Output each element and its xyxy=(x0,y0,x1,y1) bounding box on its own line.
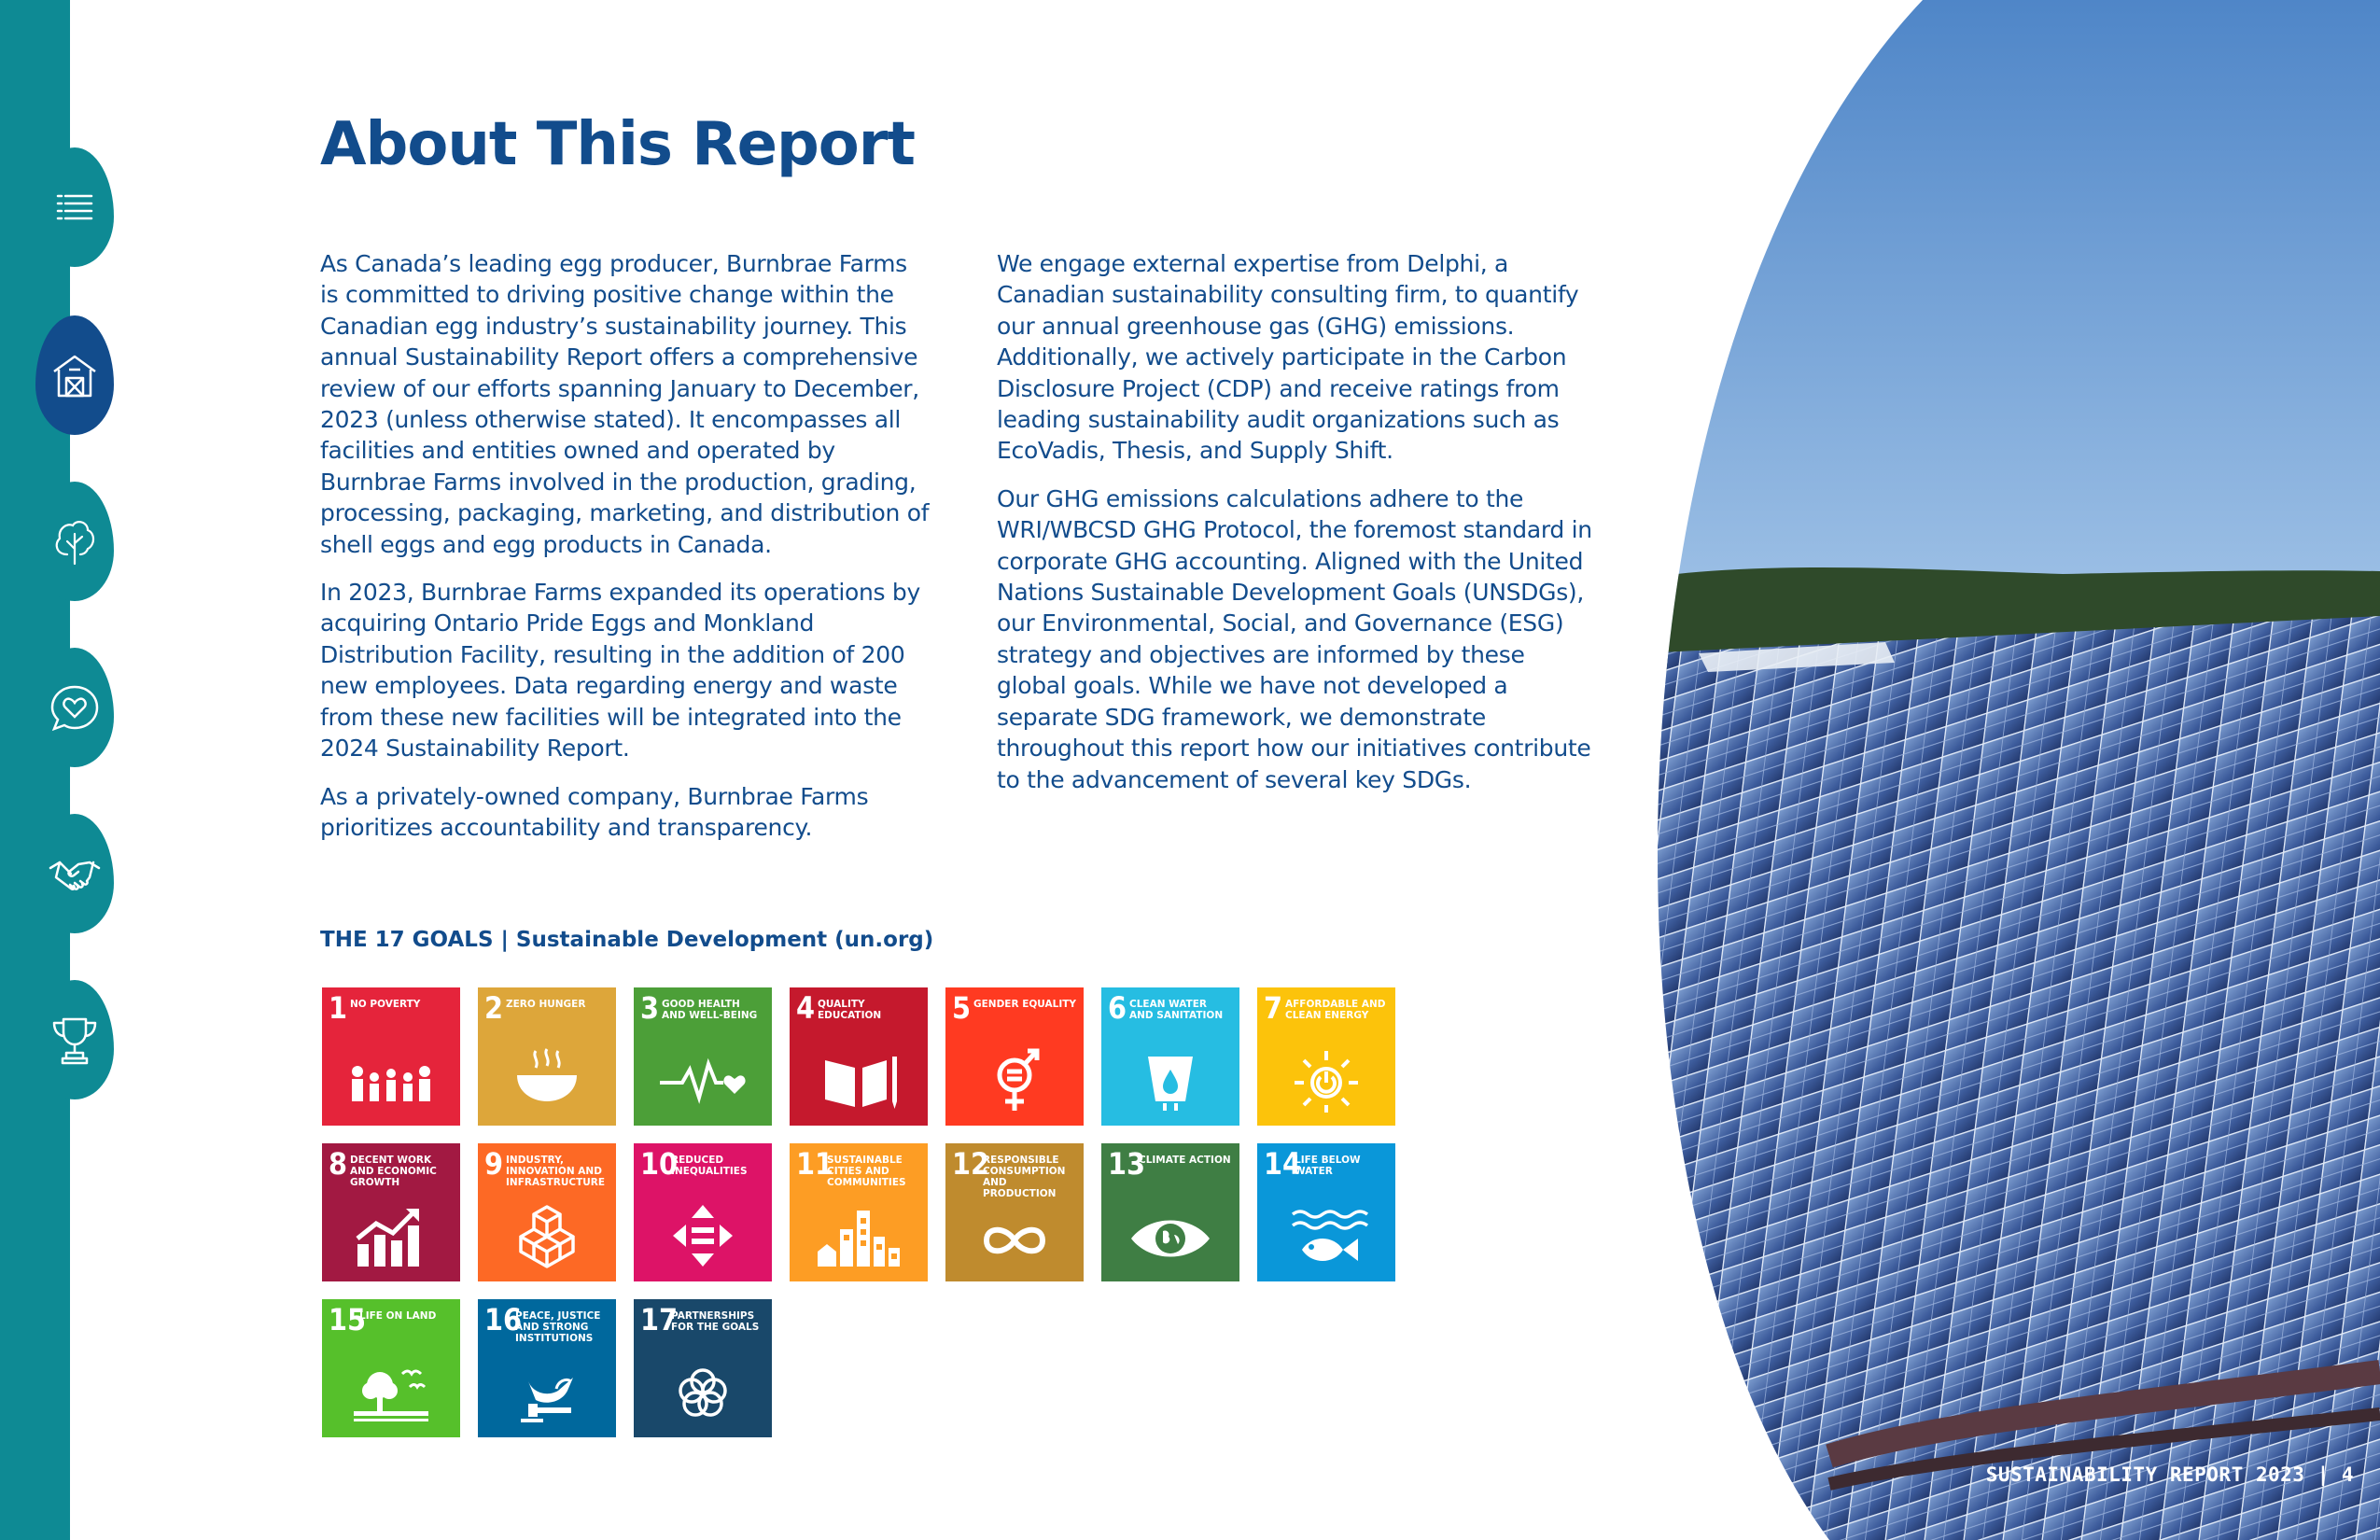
sdg-number: 15 xyxy=(329,1302,367,1337)
sdg-tile-10[interactable] xyxy=(634,1143,772,1281)
intro-right-column xyxy=(997,248,1594,812)
nav-tab-partnerships[interactable] xyxy=(35,814,114,933)
page-title: About This Report xyxy=(320,110,915,179)
nav-tab-awards[interactable] xyxy=(35,980,114,1099)
book-icon xyxy=(812,1042,905,1114)
sdg-tile-13[interactable] xyxy=(1101,1143,1239,1281)
sdg-label: LIFE BELOW WATER xyxy=(1295,1155,1361,1177)
sdg-tile-14[interactable] xyxy=(1257,1143,1395,1281)
nav-tab-social[interactable] xyxy=(35,648,114,767)
people-icon xyxy=(344,1042,438,1114)
sdg-number: 4 xyxy=(796,990,816,1026)
sdg-tile-5[interactable] xyxy=(945,987,1084,1126)
nav-tab-environment[interactable] xyxy=(35,482,114,601)
paragraph: As Canada’s leading egg producer, Burnbrae Farms is committed to driving positive change within the Canadian egg industry’s sustainability journey. This annual Sustainability Report offers a comprehensive review of our efforts spanning January to December, 2023 (unless otherwise stated). It encompasses all facilities and entities owned and operated by Burnbrae Farms involved in the production, grading, processing, packaging, marketing, and distribution of shell eggs and egg products in Canada. xyxy=(320,250,930,558)
sdg-tile-1[interactable] xyxy=(322,987,460,1126)
sdg-number: 3 xyxy=(640,990,660,1026)
sdg-label: GOOD HEALTH AND WELL-BEING xyxy=(662,999,758,1021)
sdg-grid xyxy=(322,987,1405,1437)
paragraph: In 2023, Burnbrae Farms expanded its operations by acquiring Ontario Pride Eggs and Monkland Distribution Facility, resulting in the addition of 200 new employees. Data regarding energy and waste from these new facilities will be integrated into the 2024 Sustainability Report. xyxy=(320,579,920,763)
sdg-tile-7[interactable] xyxy=(1257,987,1395,1126)
barn-icon xyxy=(47,347,103,403)
sdg-label: PARTNERSHIPS FOR THE GOALS xyxy=(671,1310,760,1333)
sdg-number: 13 xyxy=(1108,1146,1146,1182)
sdg-number: 12 xyxy=(952,1146,990,1182)
sdg-tile-12[interactable] xyxy=(945,1143,1084,1281)
sdg-label: SUSTAINABLE CITIES AND COMMUNITIES xyxy=(827,1155,906,1188)
goals-link[interactable]: THE 17 GOALS | Sustainable Development (un.org) xyxy=(320,928,934,952)
sdg-tile-4[interactable] xyxy=(790,987,928,1126)
sdg-label: RESPONSIBLE CONSUMPTION AND PRODUCTION xyxy=(983,1155,1066,1199)
nav-tab-contents[interactable] xyxy=(35,147,114,267)
sdg-tile-15[interactable] xyxy=(322,1299,460,1437)
intro-left-column xyxy=(320,248,931,860)
sdg-label: AFFORDABLE AND CLEAN ENERGY xyxy=(1285,999,1386,1021)
sdg-label: DECENT WORK AND ECONOMIC GROWTH xyxy=(350,1155,437,1188)
paragraph: We engage external expertise from Delphi, a Canadian sustainability consulting firm, to quantify our annual greenhouse gas (GHG) emissions. Additionally, we actively participate in the Carbon Disclosure Project (CDP) and receive ratings from leading sustainability audit organizations such as EcoVadis, Thesis, and Supply Shift. xyxy=(997,250,1579,465)
sdg-number: 6 xyxy=(1108,990,1127,1026)
sdg-number: 14 xyxy=(1264,1146,1302,1182)
sdg-tile-17[interactable] xyxy=(634,1299,772,1437)
sdg-label: CLIMATE ACTION xyxy=(1139,1155,1231,1166)
dove-gavel-icon xyxy=(500,1353,594,1426)
sdg-label: PEACE, JUSTICE AND STRONG INSTITUTIONS xyxy=(515,1310,601,1344)
sdg-number: 2 xyxy=(484,990,504,1026)
fish-icon xyxy=(1280,1197,1373,1270)
paragraph: As a privately-owned company, Burnbrae Farms prioritizes accountability and transparency. xyxy=(320,782,869,841)
sdg-number: 7 xyxy=(1264,990,1283,1026)
sdg-number: 8 xyxy=(329,1146,348,1182)
list-icon xyxy=(47,179,103,235)
cubes-icon xyxy=(500,1197,594,1270)
page-footer: SUSTAINABILITY REPORT 2023 | 4 xyxy=(1985,1463,2354,1486)
sdg-label: INDUSTRY, INNOVATION AND INFRASTRUCTURE xyxy=(506,1155,606,1188)
heartbeat-icon xyxy=(656,1042,749,1114)
sdg-label: QUALITY EDUCATION xyxy=(818,999,882,1021)
sdg-number: 11 xyxy=(796,1146,834,1182)
nav-tab-about[interactable] xyxy=(35,315,114,435)
sdg-tile-11[interactable] xyxy=(790,1143,928,1281)
sdg-number: 1 xyxy=(329,990,348,1026)
sdg-tile-2[interactable] xyxy=(478,987,616,1126)
sdg-label: LIFE ON LAND xyxy=(359,1310,437,1322)
growth-chart-icon xyxy=(344,1197,438,1270)
tree-birds-icon xyxy=(344,1353,438,1426)
tree-icon xyxy=(47,513,103,569)
sdg-label: NO POVERTY xyxy=(350,999,421,1010)
city-icon xyxy=(812,1197,905,1270)
sdg-label: CLEAN WATER AND SANITATION xyxy=(1129,999,1224,1021)
water-glass-icon xyxy=(1124,1042,1217,1114)
sun-power-icon xyxy=(1280,1042,1373,1114)
heart-chat-icon xyxy=(47,679,103,735)
paragraph: Our GHG emissions calculations adhere to the WRI/WBCSD GHG Protocol, the foremost standard in corporate GHG accounting. Aligned with the United Nations Sustainable Development Goals (UNSDGs), our Environmental, Social, and Governance (ESG) strategy and objectives are informed by these global goals. While we have not developed a separate SDG framework, we demonstrate throughout this report how our initiatives contribute to the advancement of several key SDGs. xyxy=(997,484,1592,793)
equal-arrows-icon xyxy=(656,1197,749,1270)
sdg-number: 17 xyxy=(640,1302,679,1337)
sdg-number: 9 xyxy=(484,1146,504,1182)
sdg-tile-16[interactable] xyxy=(478,1299,616,1437)
infinity-icon xyxy=(968,1197,1061,1270)
trophy-icon xyxy=(47,1012,103,1068)
sdg-number: 10 xyxy=(640,1146,679,1182)
handshake-icon xyxy=(47,846,103,902)
gender-icon xyxy=(968,1042,1061,1114)
rings-icon xyxy=(656,1353,749,1426)
sdg-tile-3[interactable] xyxy=(634,987,772,1126)
sdg-label: REDUCED INEQUALITIES xyxy=(671,1155,748,1177)
sdg-number: 16 xyxy=(484,1302,523,1337)
solar-panels-photo xyxy=(1643,0,2380,1540)
sdg-tile-9[interactable] xyxy=(478,1143,616,1281)
eye-globe-icon xyxy=(1124,1197,1217,1270)
sdg-tile-6[interactable] xyxy=(1101,987,1239,1126)
sdg-label: GENDER EQUALITY xyxy=(973,999,1076,1010)
sdg-label: ZERO HUNGER xyxy=(506,999,586,1010)
sdg-number: 5 xyxy=(952,990,972,1026)
bowl-icon xyxy=(500,1042,594,1114)
sdg-tile-8[interactable] xyxy=(322,1143,460,1281)
